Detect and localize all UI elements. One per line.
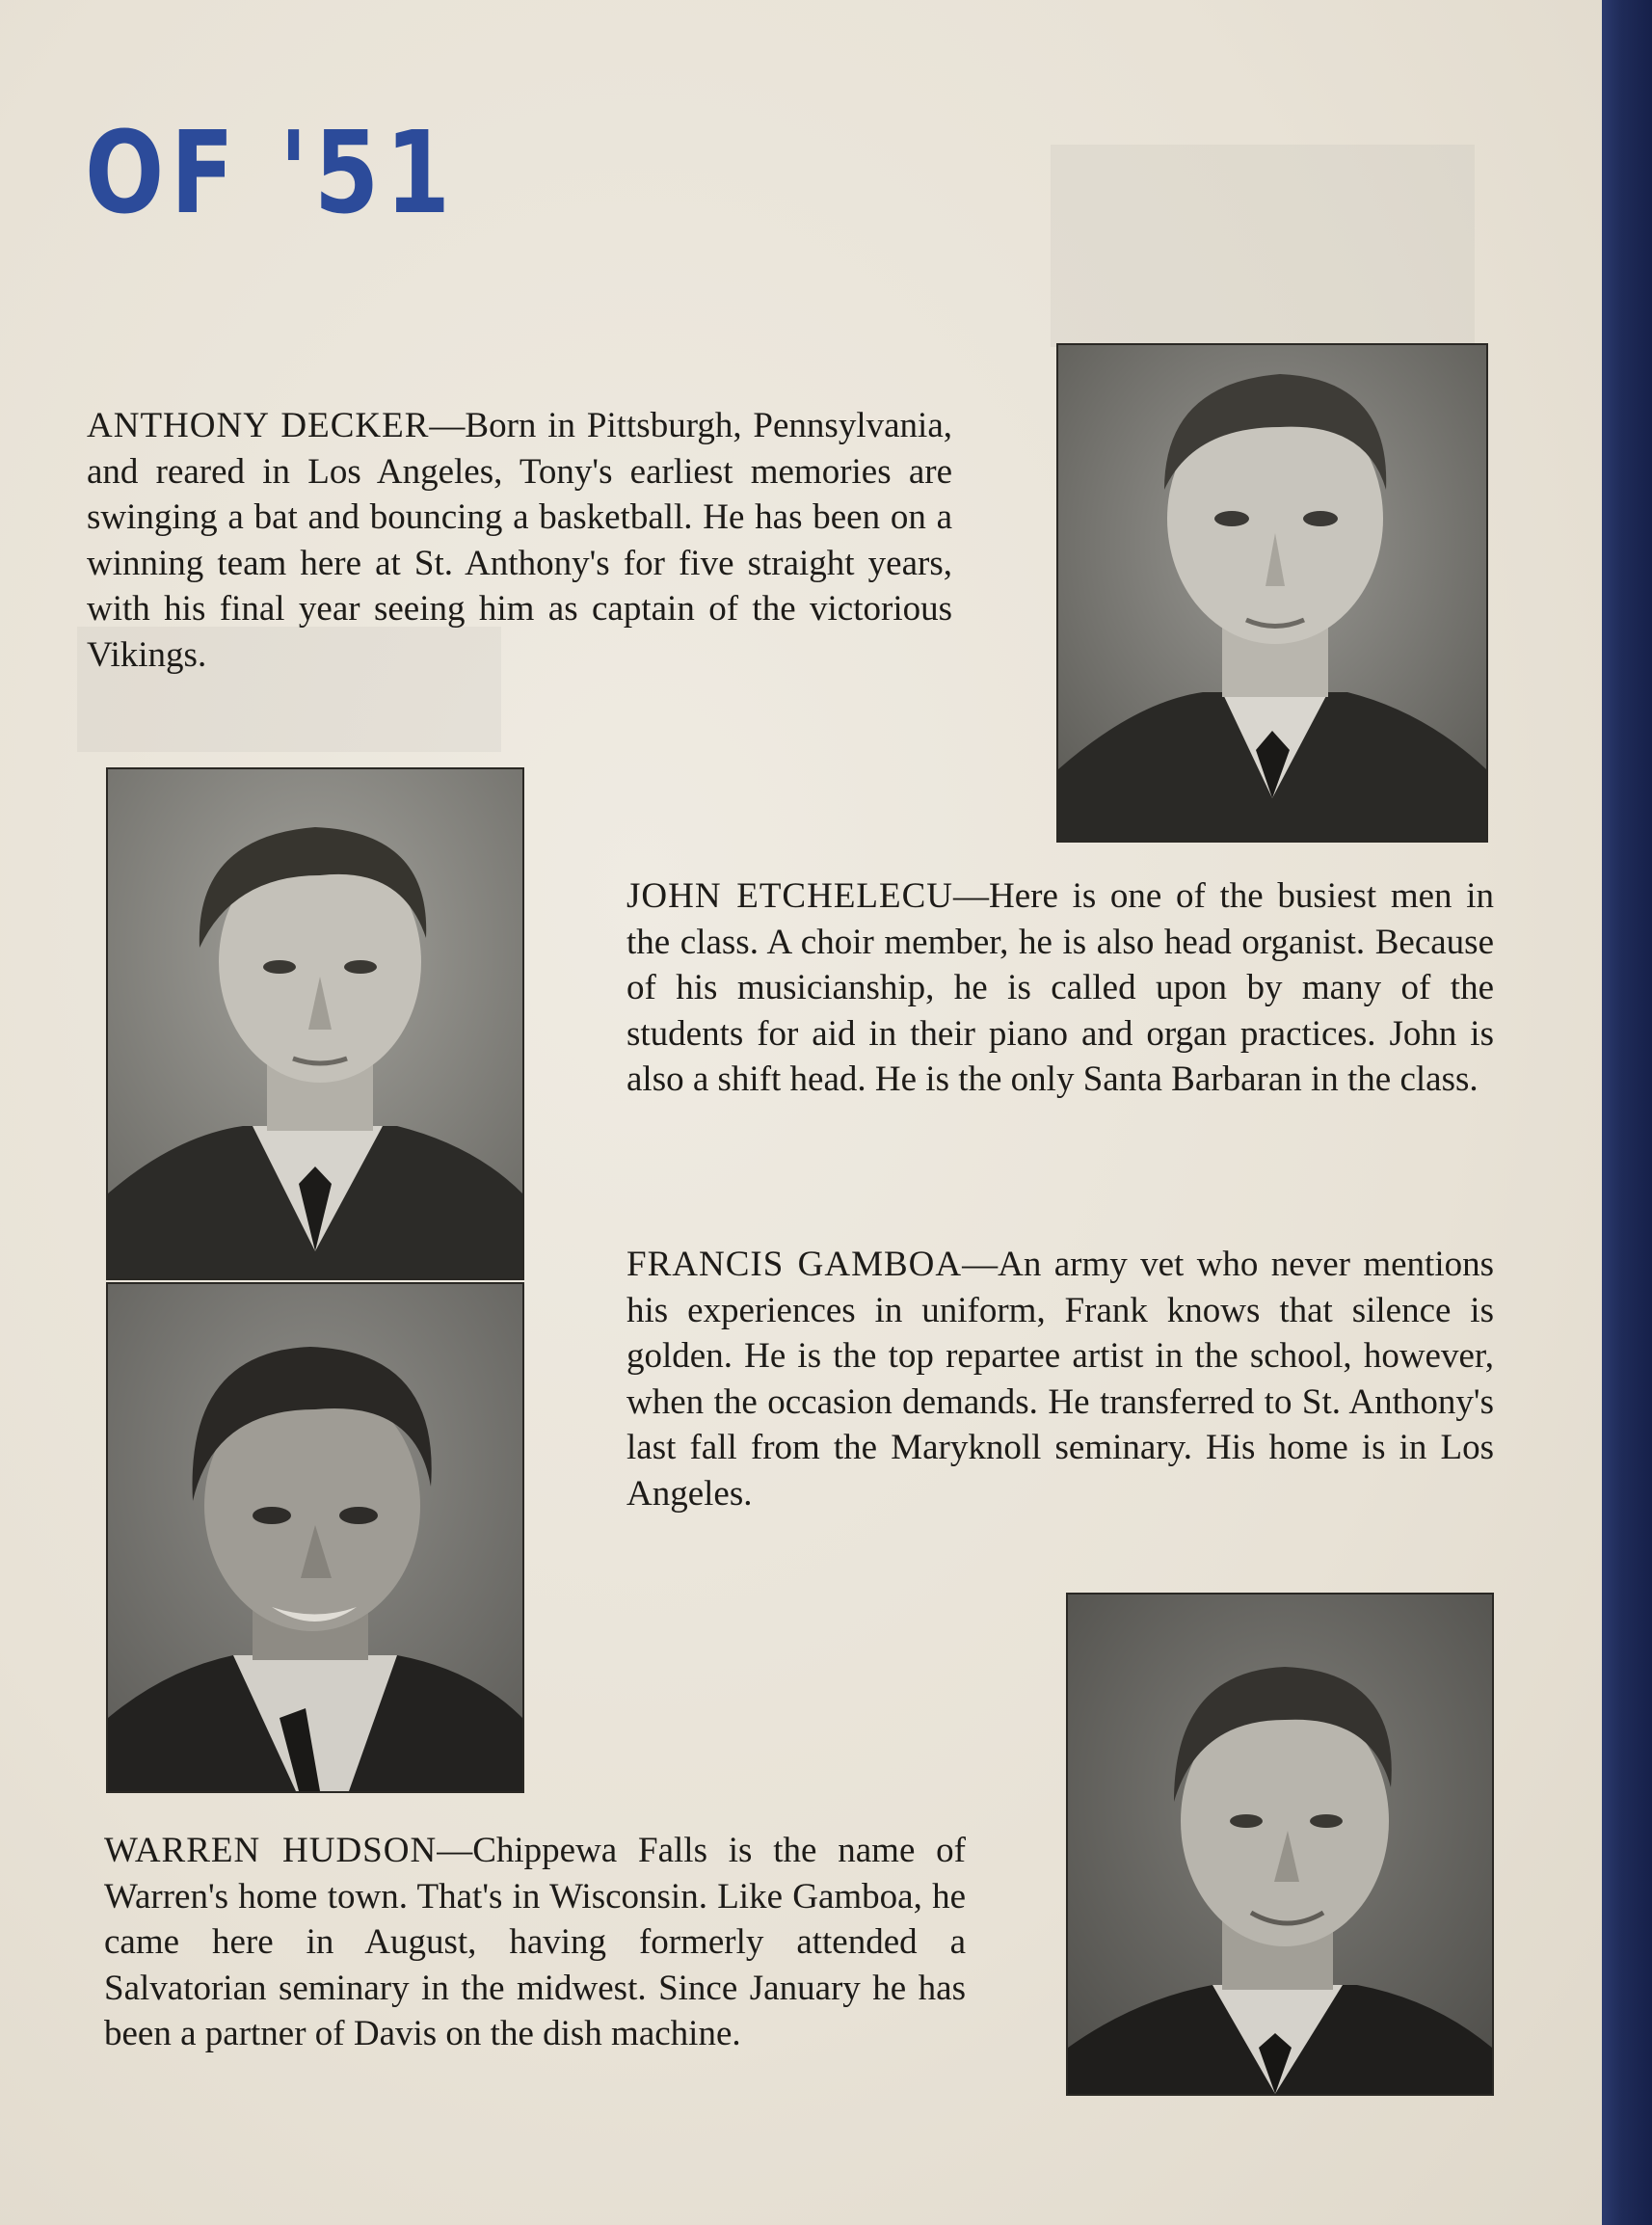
bio-name: JOHN ETCHELECU: [626, 876, 954, 916]
binding-spine: [1602, 0, 1652, 2225]
bio-dash: —: [429, 406, 466, 445]
bio-name: FRANCIS GAMBOA: [626, 1245, 963, 1284]
bleed-through-shadow: [1051, 145, 1475, 347]
bio-text: An army vet who never mentions his experiences in uniform, Frank knows that silence is golden. He is the top repartee artist in the school, however, when the occasion demands. He transferred to St. Anthony's last fall from the Maryknoll seminary. His home is in Los Angeles.: [626, 1245, 1495, 1514]
portrait-john-etchelecu: [106, 767, 524, 1280]
bio-dash: —: [437, 1831, 473, 1870]
bio-name: WARREN HUDSON: [104, 1831, 438, 1870]
bio-john-etchelecu: [626, 873, 1494, 1103]
bio-name: ANTHONY DECKER: [87, 406, 430, 445]
portrait-francis-gamboa: [106, 1282, 524, 1793]
bio-francis-gamboa: [626, 1242, 1494, 1516]
bio-dash: —: [962, 1245, 999, 1284]
bio-text: Born in Pittsburgh, Pennsylvania, and reared in Los Angeles, Tony's earliest memories are swinging a bat and bouncing a basketball. He has been on a winning team here at St. Anthony's for five straight years, with his final year seeing him as captain of the victorious Vikings.: [87, 406, 952, 675]
bio-text: Chippewa Falls is the name of Warren's home town. That's in Wisconsin. Like Gamboa, he came here in August, having formerly attended a Salvatorian seminary in the midwest. Since January he has been a partner of Davis on the dish machine.: [104, 1831, 966, 2053]
portrait-anthony-decker: [1056, 343, 1488, 843]
bio-text: Here is one of the busiest men in the class. A choir member, he is also head organist. Because of his musicianship, he is called upon by many of the students for aid in their piano and organ practices. John is also a shift head. He is the only Santa Barbaran in the class.: [626, 876, 1494, 1099]
portrait-warren-hudson: [1066, 1593, 1494, 2096]
bio-anthony-decker: [87, 403, 952, 678]
bio-dash: —: [953, 876, 990, 916]
page-heading: OF '51: [85, 106, 457, 239]
bio-warren-hudson: [104, 1828, 966, 2057]
